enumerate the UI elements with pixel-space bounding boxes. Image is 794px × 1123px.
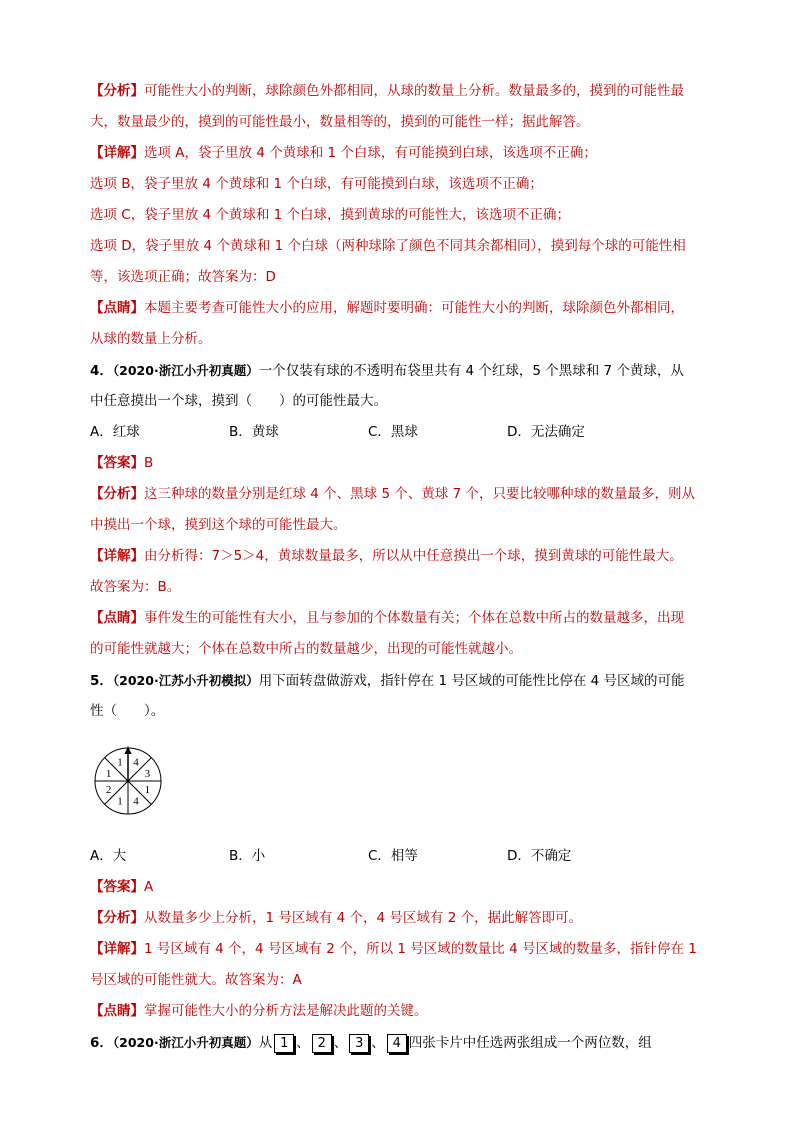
analysis-tag: 【分析】 (90, 83, 144, 99)
option-d: D．不确定 (507, 848, 572, 864)
detail-text: 选项 C，袋子里放 4 个黄球和 1 个白球，摸到黄球的可能性大，该选项不正确； (90, 207, 571, 223)
answer-line (90, 448, 704, 479)
question-text: 从 (258, 1035, 273, 1051)
analysis-line (90, 76, 704, 107)
detail-tag: 【详解】 (90, 548, 144, 564)
option-b: B．黄球 (229, 424, 279, 440)
analysis-text: 中摸出一个球，摸到这个球的可能性最大。 (90, 517, 347, 533)
comment-line (90, 293, 704, 324)
answer-tag: 【答案】 (90, 879, 144, 895)
question-6-stem (90, 1027, 704, 1058)
number-card: 4 (387, 1034, 407, 1053)
analysis-text: 大，数量最少的，摸到的可能性最小，数量相等的，摸到的可能性一样；据此解答。 (90, 114, 590, 130)
detail-text: 号区域的可能性就大。故答案为：A (90, 972, 302, 988)
question-5-stem (90, 665, 704, 696)
question-text: 四张卡片中任选两张组成一个两位数，组 (408, 1035, 652, 1051)
detail-line (90, 572, 704, 603)
spinner-sector-label: 1 (105, 767, 112, 780)
analysis-line (90, 107, 704, 138)
spinner-figure (90, 727, 704, 841)
comment-line (90, 996, 704, 1027)
detail-line (90, 541, 704, 572)
comment-tag: 【点睛】 (90, 1003, 144, 1019)
detail-text: 选项 B，袋子里放 4 个黄球和 1 个白球，有可能摸到白球，该选项不正确； (90, 176, 543, 192)
detail-text: 等，该选项正确；故答案为：D (90, 269, 276, 285)
question-text: 一个仅装有球的不透明布袋里共有 4 个红球，5 个黑球和 7 个黄球，从 (258, 363, 684, 379)
separator: 、 (371, 1035, 385, 1051)
option-c: C．黑球 (368, 424, 418, 440)
detail-tag: 【详解】 (90, 941, 144, 957)
detail-line (90, 262, 704, 293)
option-c: C．相等 (368, 848, 418, 864)
number-card: 3 (349, 1034, 369, 1053)
comment-tag: 【点睛】 (90, 610, 144, 626)
detail-tag: 【详解】 (90, 145, 144, 161)
spinner-svg (90, 737, 166, 825)
answer-tag: 【答案】 (90, 455, 144, 471)
detail-line (90, 200, 704, 231)
detail-text: 故答案为：B。 (90, 579, 181, 595)
analysis-text: 从数量多少上分析，1 号区域有 4 个，4 号区域有 2 个，据此解答即可。 (144, 910, 583, 926)
number-card: 1 (274, 1034, 294, 1053)
analysis-text: 这三种球的数量分别是红球 4 个、黑球 5 个、黄球 7 个，只要比较哪种球的数量最多，则从 (144, 486, 696, 502)
comment-text: 从球的数量上分析。 (90, 331, 212, 347)
question-text: 中任意摸出一个球，摸到（ ）的可能性最大。 (90, 393, 387, 409)
analysis-text: 可能性大小的判断，球除颜色外都相同，从球的数量上分析。数量最多的，摸到的可能性最 (144, 83, 684, 99)
spinner-sector-label: 1 (117, 795, 123, 808)
spinner-sector-label: 2 (105, 784, 112, 797)
spinner-sector-label: 1 (117, 756, 123, 769)
question-number: 5． (90, 673, 113, 689)
option-b: B．小 (229, 848, 266, 864)
comment-text: 的可能性就越大；个体在总数中所占的数量越少，出现的可能性就越小。 (90, 641, 522, 657)
question-number: 6． (90, 1035, 113, 1051)
question-5-options (90, 841, 704, 872)
answer-line (90, 872, 704, 903)
answer-value: A (144, 879, 154, 895)
analysis-line (90, 479, 704, 510)
spinner-sector-label: 4 (133, 756, 139, 769)
question-number: 4． (90, 363, 113, 379)
question-4-stem (90, 355, 704, 386)
comment-text: 本题主要考查可能性大小的应用，解题时要明确：可能性大小的判断，球除颜色外都相同， (144, 300, 684, 316)
question-text: 用下面转盘做游戏，指针停在 1 号区域的可能性比停在 4 号区域的可能 (258, 673, 685, 689)
comment-line (90, 603, 704, 634)
analysis-tag: 【分析】 (90, 910, 144, 926)
analysis-tag: 【分析】 (90, 486, 144, 502)
question-text: 性（ ）。 (90, 703, 165, 719)
number-card: 2 (312, 1034, 332, 1053)
analysis-line (90, 903, 704, 934)
question-source: （2020·浙江小升初真题） (112, 363, 259, 378)
detail-text: 选项 D，袋子里放 4 个黄球和 1 个白球（两种球除了颜色不同其余都相同），摸到每个球的可能性相 (90, 238, 686, 254)
comment-text: 事件发生的可能性有大小，且与参加的个体数量有关；个体在总数中所占的数量越多，出现 (144, 610, 684, 626)
spinner-sector-label: 3 (144, 767, 151, 780)
comment-line (90, 324, 704, 355)
question-5-stem (90, 696, 704, 727)
document-page (90, 76, 704, 1058)
detail-line (90, 934, 704, 965)
detail-text: 1 号区域有 4 个，4 号区域有 2 个，所以 1 号区域的数量比 4 号区域的数量多，指针停在 1 (144, 941, 697, 957)
spinner-sector-label: 1 (144, 784, 151, 797)
option-d: D．无法确定 (507, 424, 585, 440)
comment-line (90, 634, 704, 665)
separator: 、 (333, 1035, 348, 1051)
spinner-sector-label: 4 (133, 795, 139, 808)
separator: 、 (296, 1035, 310, 1051)
detail-line (90, 231, 704, 262)
detail-text: 由分析得：7＞5＞4，黄球数量最多，所以从中任意摸出一个球，摸到黄球的可能性最大。 (144, 548, 683, 564)
question-source: （2020·浙江小升初真题） (112, 1035, 259, 1050)
question-4-options (90, 417, 704, 448)
comment-text: 掌握可能性大小的分析方法是解决此题的关键。 (144, 1003, 428, 1019)
answer-value: B (144, 455, 154, 471)
detail-line (90, 138, 704, 169)
option-a: A．大 (90, 848, 127, 864)
analysis-line (90, 510, 704, 541)
detail-text: 选项 A，袋子里放 4 个黄球和 1 个白球，有可能摸到白球，该选项不正确； (144, 145, 597, 161)
question-source: （2020·江苏小升初模拟） (112, 673, 259, 688)
detail-line (90, 965, 704, 996)
detail-line (90, 169, 704, 200)
comment-tag: 【点睛】 (90, 300, 144, 316)
option-a: A．红球 (90, 424, 140, 440)
question-4-stem (90, 386, 704, 417)
